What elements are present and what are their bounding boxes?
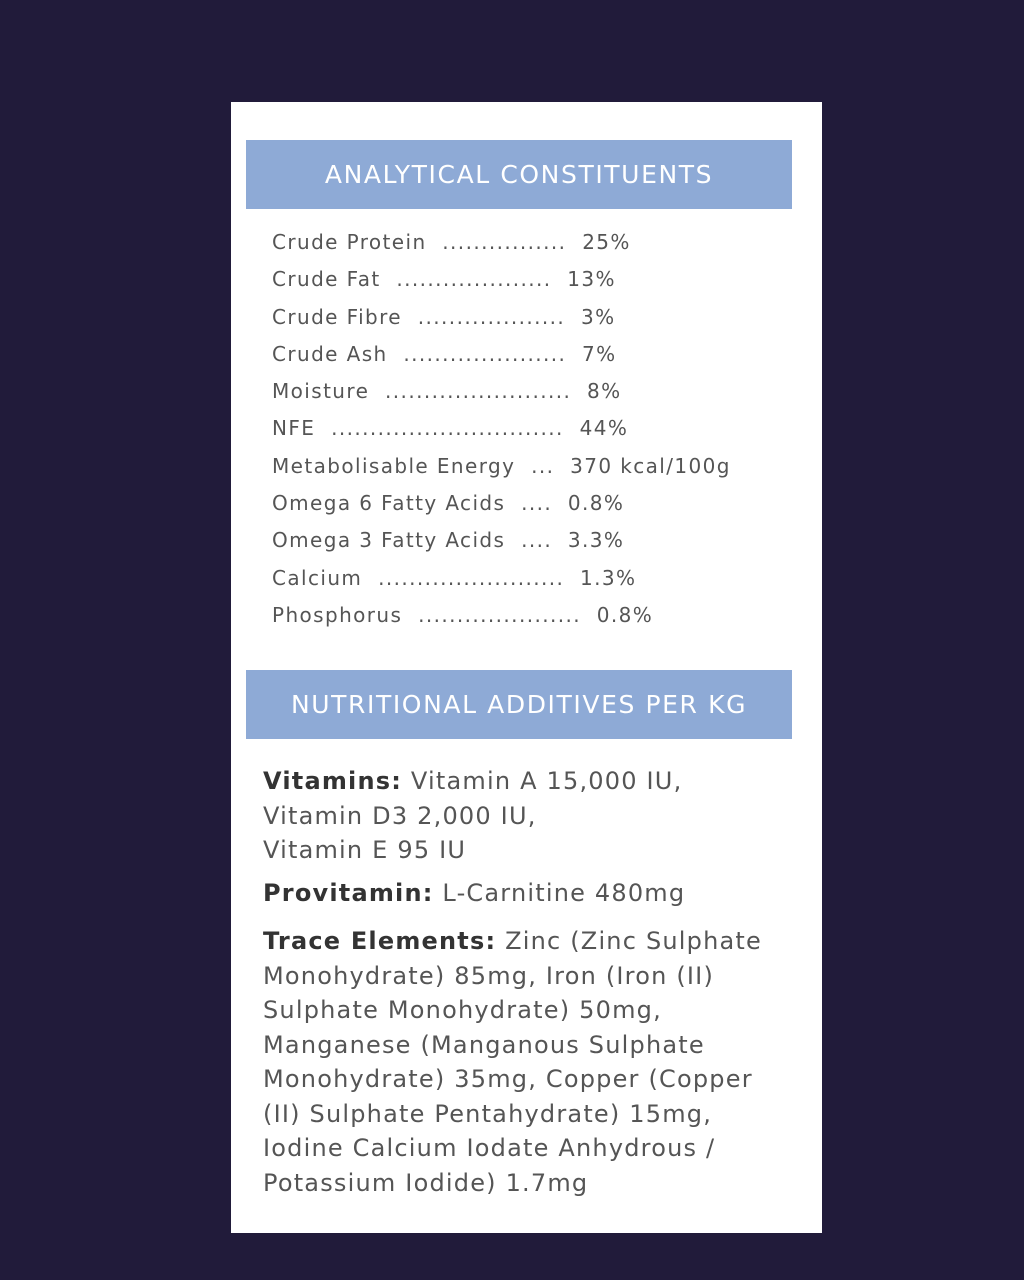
dot-leader: ...	[531, 453, 555, 478]
dot-leader: .....................	[418, 602, 581, 627]
trace-line: (II) Sulphate Pentahydrate) 15mg,	[263, 1099, 713, 1128]
vitamins-line: Vitamin D3 2,000 IU,	[263, 801, 537, 830]
constituent-row	[272, 414, 731, 451]
constituent-name: Crude Fat	[272, 267, 381, 292]
trace-line: Manganese (Manganous Sulphate	[263, 1030, 705, 1059]
constituent-row	[272, 303, 731, 340]
constituent-value: 1.3%	[580, 565, 637, 590]
constituent-row	[272, 526, 731, 563]
constituent-name: Calcium	[272, 565, 363, 590]
constituent-value: 3.3%	[567, 528, 625, 553]
trace-line: Monohydrate) 85mg, Iron (Iron (II)	[263, 961, 715, 990]
trace-line: Iodine Calcium Iodate Anhydrous /	[263, 1134, 716, 1162]
constituent-value: 25%	[582, 230, 631, 254]
constituent-row	[272, 452, 731, 489]
constituent-name: Metabolisable Energy	[272, 453, 516, 478]
constituent-name: NFE	[272, 416, 316, 441]
provitamin-label: Provitamin:	[263, 878, 434, 907]
nutritional-additives-title: NUTRITIONAL ADDITIVES PER KG	[290, 690, 748, 719]
vitamins-paragraph	[263, 764, 823, 868]
constituent-row	[272, 228, 731, 265]
constituent-value: 370 kcal/100g	[570, 453, 731, 478]
vitamins-label: Vitamins:	[263, 767, 403, 795]
constituent-name: Crude Protein	[272, 230, 427, 254]
dot-leader: ........................	[378, 565, 565, 590]
nutrition-label-card	[231, 102, 822, 1233]
dot-leader: ........................	[385, 379, 572, 404]
constituent-value: 7%	[582, 341, 617, 366]
vitamins-line: Vitamin A 15,000 IU,	[410, 767, 683, 795]
constituent-name: Crude Fibre	[272, 304, 403, 329]
constituent-row	[272, 489, 731, 526]
constituent-value: 0.8%	[567, 491, 625, 516]
trace-elements-label: Trace Elements:	[263, 927, 497, 955]
vitamins-line: Vitamin E 95 IU	[263, 836, 467, 864]
constituent-name: Omega 3 Fatty Acids	[272, 528, 506, 553]
constituent-row	[272, 340, 731, 377]
constituent-value: 13%	[567, 267, 616, 292]
dot-leader: ....................	[396, 267, 552, 292]
constituent-row	[272, 564, 731, 601]
trace-line: Monohydrate) 35mg, Copper (Copper	[263, 1065, 753, 1093]
additives-body	[263, 764, 823, 1208]
trace-line: Potassium Iodide) 1.7mg	[263, 1168, 589, 1197]
constituents-list	[272, 228, 731, 638]
provitamin-text: L-Carnitine 480mg	[442, 878, 686, 907]
constituent-name: Phosphorus	[272, 602, 403, 627]
constituent-name: Crude Ash	[272, 341, 388, 366]
constituent-name: Omega 6 Fatty Acids	[272, 491, 506, 516]
constituent-row	[272, 265, 731, 302]
constituent-value: 8%	[587, 379, 622, 404]
trace-line: Zinc (Zinc Sulphate	[505, 927, 762, 955]
nutritional-additives-header	[246, 670, 792, 739]
trace-line: Sulphate Monohydrate) 50mg,	[263, 996, 662, 1024]
dot-leader: ...................	[417, 304, 566, 329]
trace-elements-paragraph	[263, 924, 823, 1200]
dot-leader: ....	[521, 528, 553, 553]
constituent-value: 3%	[580, 304, 616, 329]
constituent-row	[272, 377, 731, 414]
analytical-constituents-header	[246, 140, 792, 209]
dot-leader: ..............................	[331, 416, 564, 441]
dot-leader: ....	[521, 491, 553, 516]
constituent-value: 0.8%	[596, 602, 654, 627]
dot-leader: .....................	[403, 341, 567, 366]
analytical-constituents-title: ANALYTICAL CONSTITUENTS	[324, 160, 714, 189]
dot-leader: ................	[442, 230, 567, 254]
constituent-value: 44%	[579, 416, 629, 441]
provitamin-paragraph	[263, 876, 823, 911]
constituent-row	[272, 601, 731, 638]
constituent-name: Moisture	[272, 379, 370, 404]
